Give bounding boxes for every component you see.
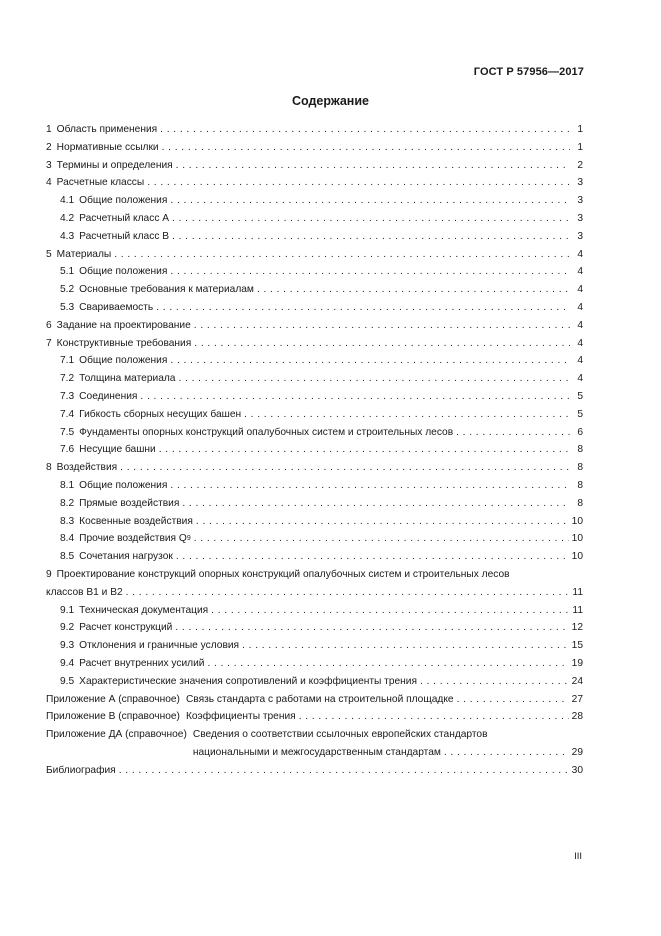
- toc-entry-title: Соединения: [79, 390, 138, 402]
- dot-leader: [194, 530, 569, 548]
- dot-leader: [176, 548, 569, 566]
- toc-entry-page: 10: [571, 533, 583, 545]
- dot-leader: [182, 495, 570, 513]
- toc-entry-page: 11: [572, 604, 583, 616]
- toc-entry[interactable]: [46, 370, 583, 388]
- toc-entry-title: Сочетания нагрузок: [79, 551, 173, 563]
- toc-entry-page: 19: [571, 657, 583, 669]
- toc-entry-title: Воздействия: [56, 462, 118, 474]
- toc-entry[interactable]: [46, 174, 583, 192]
- toc-entry-number: 6: [46, 319, 52, 331]
- toc-entry-title: Гибкость сборных несущих башен: [79, 408, 242, 420]
- toc-entry-number: 4.3: [60, 230, 75, 242]
- toc-entry[interactable]: [46, 121, 583, 139]
- dot-leader: [456, 424, 570, 442]
- subscript: 9: [186, 535, 191, 543]
- dot-leader: [172, 210, 570, 228]
- toc-entry-page: 4: [577, 355, 583, 367]
- dot-leader: [170, 477, 570, 495]
- standard-code: ГОСТ Р 57956—2017: [473, 66, 584, 78]
- toc-entry-number: 5.3: [60, 301, 75, 313]
- toc-entry-number: 9: [46, 568, 52, 580]
- dot-leader: [175, 619, 568, 637]
- toc-entry-number: 7: [46, 337, 52, 349]
- dot-leader: [299, 708, 569, 726]
- toc-appendix[interactable]: [46, 691, 583, 709]
- dot-leader: [119, 762, 569, 780]
- toc-entry[interactable]: [46, 246, 583, 264]
- toc-entry-page: 2: [577, 159, 583, 171]
- toc-entry-number: 7.4: [60, 408, 75, 420]
- toc-entry-number: 5: [46, 248, 52, 260]
- toc-entry[interactable]: [46, 317, 583, 335]
- toc-entry[interactable]: [46, 619, 583, 637]
- toc-entry[interactable]: [46, 548, 583, 566]
- toc-entry-title: Несущие башни: [79, 444, 156, 456]
- toc-entry-title: Техническая документация: [79, 604, 209, 616]
- toc-entry-number: 8.5: [60, 551, 75, 563]
- toc-entry-number: 7.3: [60, 390, 75, 402]
- toc-entry-page: 8: [577, 497, 583, 509]
- toc-entry[interactable]: [46, 424, 583, 442]
- toc-entry-title: Общие положения: [79, 195, 168, 207]
- toc-entry[interactable]: [46, 566, 583, 602]
- toc-entry-title: Конструктивные требования: [56, 337, 192, 349]
- toc-entry-page: 3: [577, 177, 583, 189]
- toc-entry-page: 27: [571, 693, 583, 705]
- toc-entry-page: 30: [571, 764, 583, 776]
- toc-entry-page: 15: [571, 640, 583, 652]
- dot-leader: [140, 388, 570, 406]
- toc-entry[interactable]: [46, 673, 583, 691]
- toc-entry-page: 4: [577, 266, 583, 278]
- toc-entry-number: 4: [46, 177, 52, 189]
- toc-entry-page: 28: [571, 711, 583, 723]
- toc-entry[interactable]: [46, 459, 583, 477]
- toc-entry-title: Прямые воздействия: [79, 497, 180, 509]
- toc-entry-page: 5: [577, 408, 583, 420]
- toc-entry[interactable]: [46, 228, 583, 246]
- toc-entry-title: Расчет внутренних усилий: [79, 657, 205, 669]
- toc-entry-page: 4: [577, 337, 583, 349]
- toc-entry-title-line1: Проектирование конструкций опорных конструкций опалубочных систем и строительных лесов: [56, 568, 510, 580]
- toc-entry-number: 4.1: [60, 195, 75, 207]
- toc-entry[interactable]: [46, 352, 583, 370]
- appendix-label: Приложение ДА (справочное): [46, 729, 187, 741]
- toc-entry-number: 7.2: [60, 373, 75, 385]
- toc-entry-page: 8: [577, 479, 583, 491]
- toc-entry-number: 7.5: [60, 426, 75, 438]
- dot-leader: [160, 121, 570, 139]
- toc-entry[interactable]: [46, 477, 583, 495]
- toc-entry-number: 5.1: [60, 266, 75, 278]
- toc-entry-title: Общие положения: [79, 479, 168, 491]
- toc-entry-number: 9.2: [60, 622, 75, 634]
- dot-leader: [176, 157, 570, 175]
- toc-title: Содержание: [291, 94, 369, 108]
- toc-entry[interactable]: [46, 530, 583, 548]
- dot-leader: [170, 352, 570, 370]
- toc-entry-title: Задание на проектирование: [56, 319, 191, 331]
- toc-entry-title: Толщина материала: [79, 373, 176, 385]
- appendix-title: Связь стандарта с работами на строительной площадке: [185, 693, 454, 705]
- toc-entry-title: Расчетный класс А: [79, 212, 170, 224]
- toc-entry-page: 3: [577, 230, 583, 242]
- toc-entry-number: 2: [46, 141, 52, 153]
- toc-entry-title: Косвенные воздействия: [79, 515, 193, 527]
- appendix-title-line2: национальными и межгосударственным стандартам: [192, 746, 441, 758]
- toc-entry-title: Нормативные ссылки: [56, 141, 159, 153]
- dot-leader: [194, 335, 570, 353]
- toc-entry-page: 10: [571, 551, 583, 563]
- dot-leader: [257, 281, 570, 299]
- toc-entry-page: 11: [572, 586, 583, 598]
- toc-entry[interactable]: [46, 335, 583, 353]
- toc-entry-title: Основные требования к материалам: [79, 284, 254, 296]
- toc-entry-number: 8.1: [60, 479, 75, 491]
- toc-entry[interactable]: [46, 281, 583, 299]
- dot-leader: [211, 602, 569, 620]
- toc-entry-title: Расчетные классы: [56, 177, 145, 189]
- dot-leader: [114, 246, 570, 264]
- dot-leader: [444, 744, 569, 762]
- toc-entry-title: Область применения: [56, 124, 158, 135]
- toc-entry-page: 4: [577, 319, 583, 331]
- toc-entry-page: 1: [577, 124, 583, 135]
- toc-entry[interactable]: [46, 495, 583, 513]
- toc-entry-number: 9.1: [60, 604, 75, 616]
- toc-entry-title-line2: классов В1 и В2: [46, 586, 123, 598]
- toc-entry-number: 3: [46, 159, 52, 171]
- dot-leader: [159, 441, 570, 459]
- toc-entry[interactable]: [46, 299, 583, 317]
- toc-entry-page: 24: [571, 675, 583, 687]
- toc-entry-title: Прочие воздействия Q: [79, 533, 187, 545]
- toc-entry-page: 12: [571, 622, 583, 634]
- appendix-label: Приложение В (справочное): [46, 711, 180, 723]
- toc-entry-page: 1: [577, 141, 583, 153]
- page-number: III: [574, 851, 582, 862]
- appendix-title-line1: Сведения о соответствии ссылочных европейских стандартов: [192, 729, 488, 741]
- toc-entry-title: Свариваемость: [79, 301, 154, 313]
- dot-leader: [147, 174, 570, 192]
- toc-appendix[interactable]: [46, 708, 583, 726]
- toc-entry-title: Расчетный класс В: [79, 230, 170, 242]
- toc-entry-number: 8.2: [60, 497, 75, 509]
- toc-appendix[interactable]: [46, 726, 583, 762]
- toc-entry[interactable]: [46, 192, 583, 210]
- toc-entry-title: Общие положения: [79, 266, 168, 278]
- toc-entry-page: 6: [577, 426, 583, 438]
- toc-entry[interactable]: [46, 441, 583, 459]
- toc-entry-page: 4: [577, 301, 583, 313]
- dot-leader: [120, 459, 570, 477]
- dot-leader: [194, 317, 570, 335]
- toc-entry[interactable]: [46, 139, 583, 157]
- toc-entry[interactable]: [46, 602, 583, 620]
- toc-entry-number: 7.6: [60, 444, 75, 456]
- appendix-title: Коэффициенты трения: [185, 711, 296, 723]
- dot-leader: [242, 637, 569, 655]
- dot-leader: [162, 139, 570, 157]
- toc-entry-title: Термины и определения: [56, 159, 173, 171]
- table-of-contents: [46, 121, 583, 779]
- dot-leader: [420, 673, 569, 691]
- toc-entry-page: 3: [577, 195, 583, 207]
- toc-entry-number: 9.4: [60, 657, 75, 669]
- toc-entry-number: 8: [46, 462, 52, 474]
- toc-bibliography[interactable]: [46, 762, 583, 780]
- toc-entry[interactable]: [46, 655, 583, 673]
- toc-entry[interactable]: [46, 263, 583, 281]
- toc-entry-number: 9.3: [60, 640, 75, 652]
- toc-entry-number: 5.2: [60, 284, 75, 296]
- toc-entry-number: 8.3: [60, 515, 75, 527]
- toc-entry-page: 8: [577, 444, 583, 456]
- toc-entry[interactable]: [46, 637, 583, 655]
- bibliography-title: Библиография: [46, 764, 116, 776]
- toc-entry-number: 4.2: [60, 212, 75, 224]
- appendix-label: Приложение А (справочное): [46, 693, 180, 705]
- dot-leader: [172, 228, 570, 246]
- toc-entry-title: Общие положения: [79, 355, 168, 367]
- toc-entry-title: Характеристические значения сопротивлений и коэффициенты трения: [79, 675, 418, 687]
- toc-entry-title: Расчет конструкций: [79, 622, 173, 634]
- dot-leader: [208, 655, 569, 673]
- toc-entry-page: 8: [577, 462, 583, 474]
- dot-leader: [178, 370, 570, 388]
- toc-entry-page: 10: [571, 515, 583, 527]
- toc-entry-number: 7.1: [60, 355, 75, 367]
- dot-leader: [170, 192, 570, 210]
- toc-entry[interactable]: [46, 157, 583, 175]
- toc-entry-page: 4: [577, 373, 583, 385]
- dot-leader: [196, 513, 569, 531]
- toc-entry-page: 29: [571, 746, 583, 758]
- toc-entry[interactable]: [46, 406, 583, 424]
- toc-entry-page: 4: [577, 248, 583, 260]
- dot-leader: [457, 691, 569, 709]
- toc-entry-title: Материалы: [56, 248, 112, 260]
- toc-entry-number: 8.4: [60, 533, 75, 545]
- toc-entry-page: 5: [577, 390, 583, 402]
- toc-entry-number: 1: [46, 124, 52, 135]
- toc-entry-page: 3: [577, 212, 583, 224]
- dot-leader: [156, 299, 570, 317]
- toc-entry-title: Отклонения и граничные условия: [79, 640, 240, 652]
- toc-entry-title: Фундаменты опорных конструкций опалубочных систем и строительных лесов: [79, 426, 454, 438]
- toc-entry[interactable]: [46, 210, 583, 228]
- dot-leader: [244, 406, 570, 424]
- toc-entry-number: 9.5: [60, 675, 75, 687]
- toc-entry[interactable]: [46, 513, 583, 531]
- dot-leader: [170, 263, 570, 281]
- dot-leader: [126, 584, 570, 602]
- toc-entry-page: 4: [577, 284, 583, 296]
- toc-entry[interactable]: [46, 388, 583, 406]
